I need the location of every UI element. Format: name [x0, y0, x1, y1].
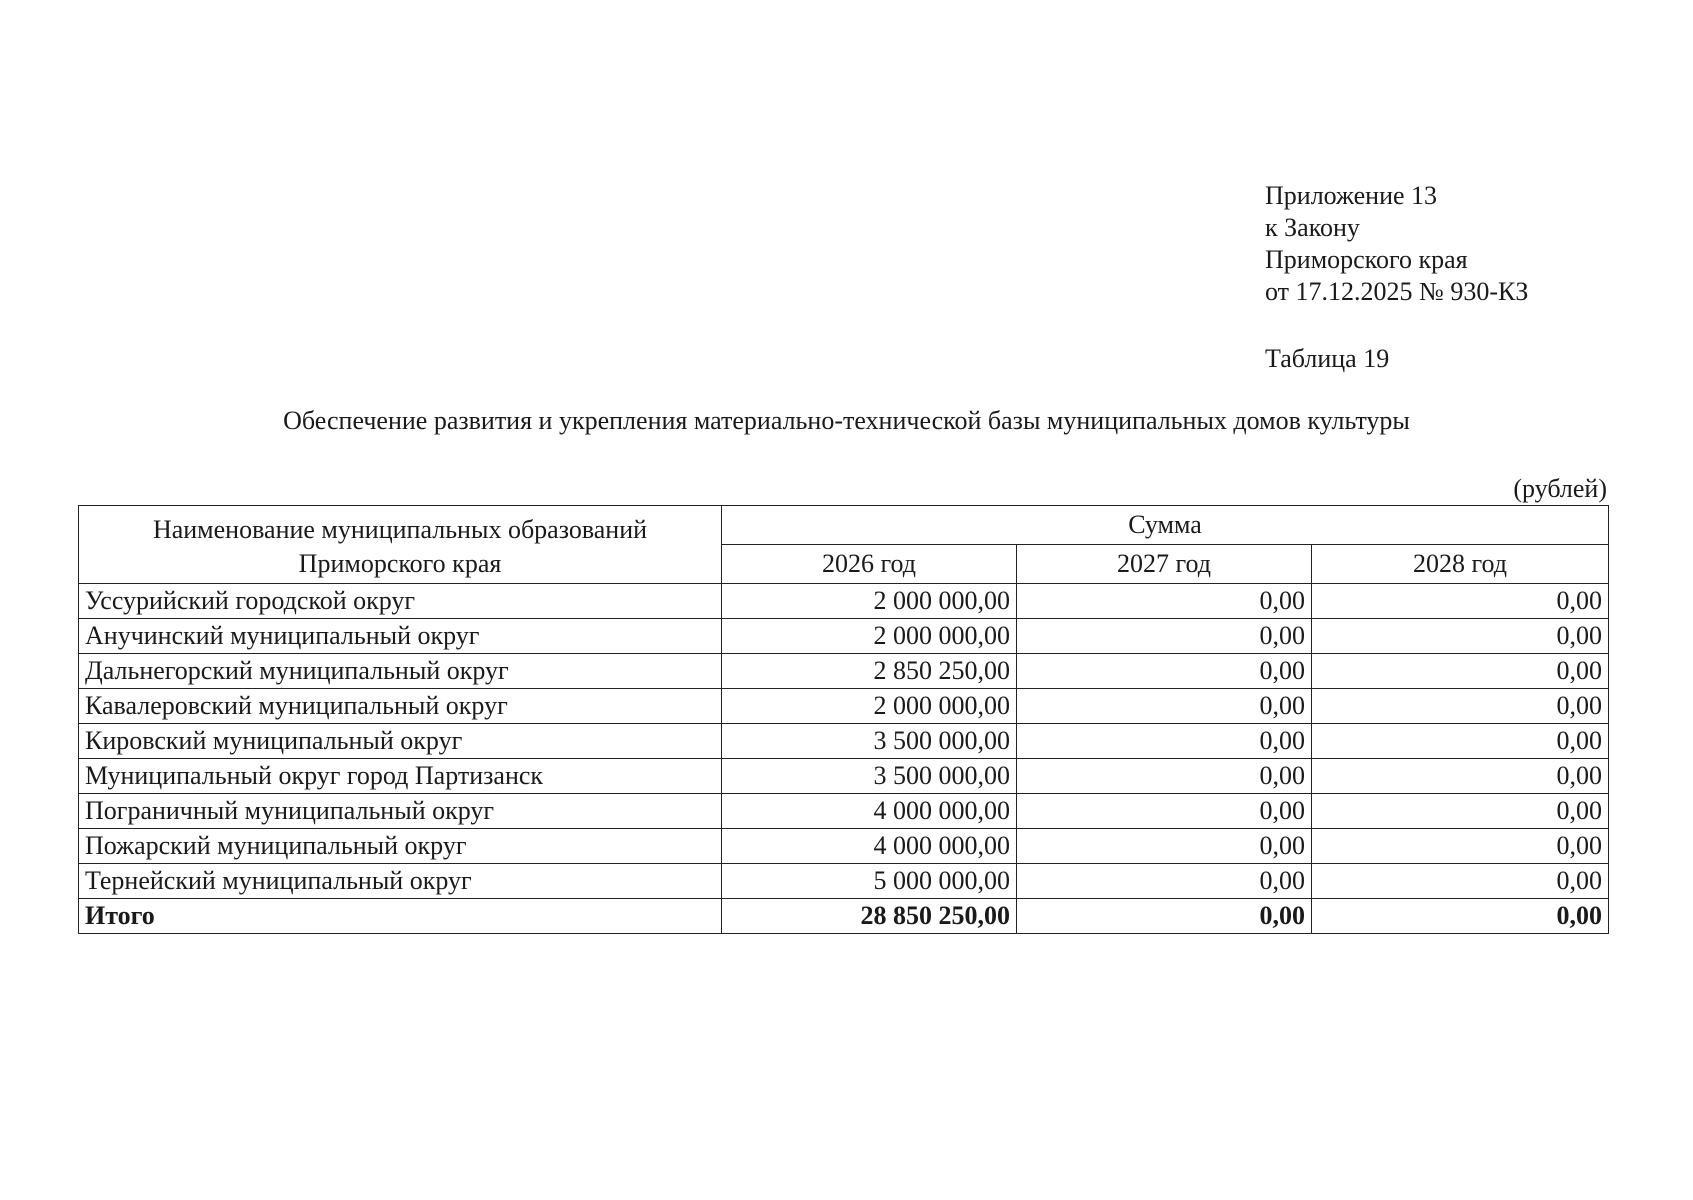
table-row — [79, 689, 1609, 724]
amount-2026: 5 000 000,00 — [722, 864, 1017, 899]
total-2028: 0,00 — [1312, 899, 1609, 934]
amount-2027: 0,00 — [1017, 759, 1312, 794]
amount-2028: 0,00 — [1312, 759, 1609, 794]
header-sum-group: Сумма — [722, 506, 1609, 545]
municipality-name: Пограничный муниципальный округ — [79, 794, 722, 829]
amount-2027: 0,00 — [1017, 654, 1312, 689]
table-row — [79, 584, 1609, 619]
amount-2026: 2 850 250,00 — [722, 654, 1017, 689]
amount-2028: 0,00 — [1312, 724, 1609, 759]
municipality-name: Уссурийский городской округ — [79, 584, 722, 619]
municipality-name: Пожарский муниципальный округ — [79, 829, 722, 864]
total-row — [79, 899, 1609, 934]
appendix-line-1: Приложение 13 — [1265, 181, 1438, 210]
total-2027: 0,00 — [1017, 899, 1312, 934]
municipality-name: Кировский муниципальный округ — [79, 724, 722, 759]
amount-2026: 3 500 000,00 — [722, 724, 1017, 759]
table-row — [79, 759, 1609, 794]
municipality-name: Анучинский муниципальный округ — [79, 619, 722, 654]
amount-2028: 0,00 — [1312, 794, 1609, 829]
table-row — [79, 864, 1609, 899]
table-row — [79, 724, 1609, 759]
appendix-line-3: Приморского края — [1265, 245, 1468, 274]
amount-2027: 0,00 — [1017, 584, 1312, 619]
municipality-name: Муниципальный округ город Партизанск — [79, 759, 722, 794]
amount-2028: 0,00 — [1312, 864, 1609, 899]
table-row — [79, 794, 1609, 829]
amount-2028: 0,00 — [1312, 829, 1609, 864]
amount-2027: 0,00 — [1017, 724, 1312, 759]
municipality-name: Кавалеровский муниципальный округ — [79, 689, 722, 724]
municipality-name: Дальнегорский муниципальный округ — [79, 654, 722, 689]
amount-2027: 0,00 — [1017, 689, 1312, 724]
appendix-block — [1265, 180, 1528, 308]
amount-2028: 0,00 — [1312, 654, 1609, 689]
amount-2027: 0,00 — [1017, 619, 1312, 654]
table-number-label: Таблица 19 — [1265, 344, 1390, 373]
amount-2027: 0,00 — [1017, 829, 1312, 864]
amount-2027: 0,00 — [1017, 864, 1312, 899]
amount-2026: 2 000 000,00 — [722, 689, 1017, 724]
amount-2026: 4 000 000,00 — [722, 794, 1017, 829]
table-row — [79, 829, 1609, 864]
amount-2028: 0,00 — [1312, 619, 1609, 654]
appendix-line-4: от 17.12.2025 № 930-КЗ — [1265, 277, 1529, 306]
header-year-2026: 2026 год — [722, 545, 1017, 584]
amount-2026: 4 000 000,00 — [722, 829, 1017, 864]
table-row — [79, 619, 1609, 654]
header-year-2028: 2028 год — [1312, 545, 1609, 584]
header-municipality-name: Наименование муниципальных образований Приморского края — [79, 506, 722, 584]
table-row — [79, 654, 1609, 689]
amount-2028: 0,00 — [1312, 584, 1609, 619]
units-label: (рублей) — [1513, 474, 1607, 503]
amount-2026: 2 000 000,00 — [722, 619, 1017, 654]
document-title: Обеспечение развития и укрепления материально-технической базы муниципальных домов культуры — [283, 406, 1410, 435]
amount-2026: 2 000 000,00 — [722, 584, 1017, 619]
municipality-name: Тернейский муниципальный округ — [79, 864, 722, 899]
appendix-line-2: к Закону — [1265, 213, 1360, 242]
budget-table — [78, 505, 1609, 934]
total-2026: 28 850 250,00 — [722, 899, 1017, 934]
amount-2026: 3 500 000,00 — [722, 759, 1017, 794]
total-label: Итого — [79, 899, 722, 934]
amount-2028: 0,00 — [1312, 689, 1609, 724]
header-year-2027: 2027 год — [1017, 545, 1312, 584]
amount-2027: 0,00 — [1017, 794, 1312, 829]
